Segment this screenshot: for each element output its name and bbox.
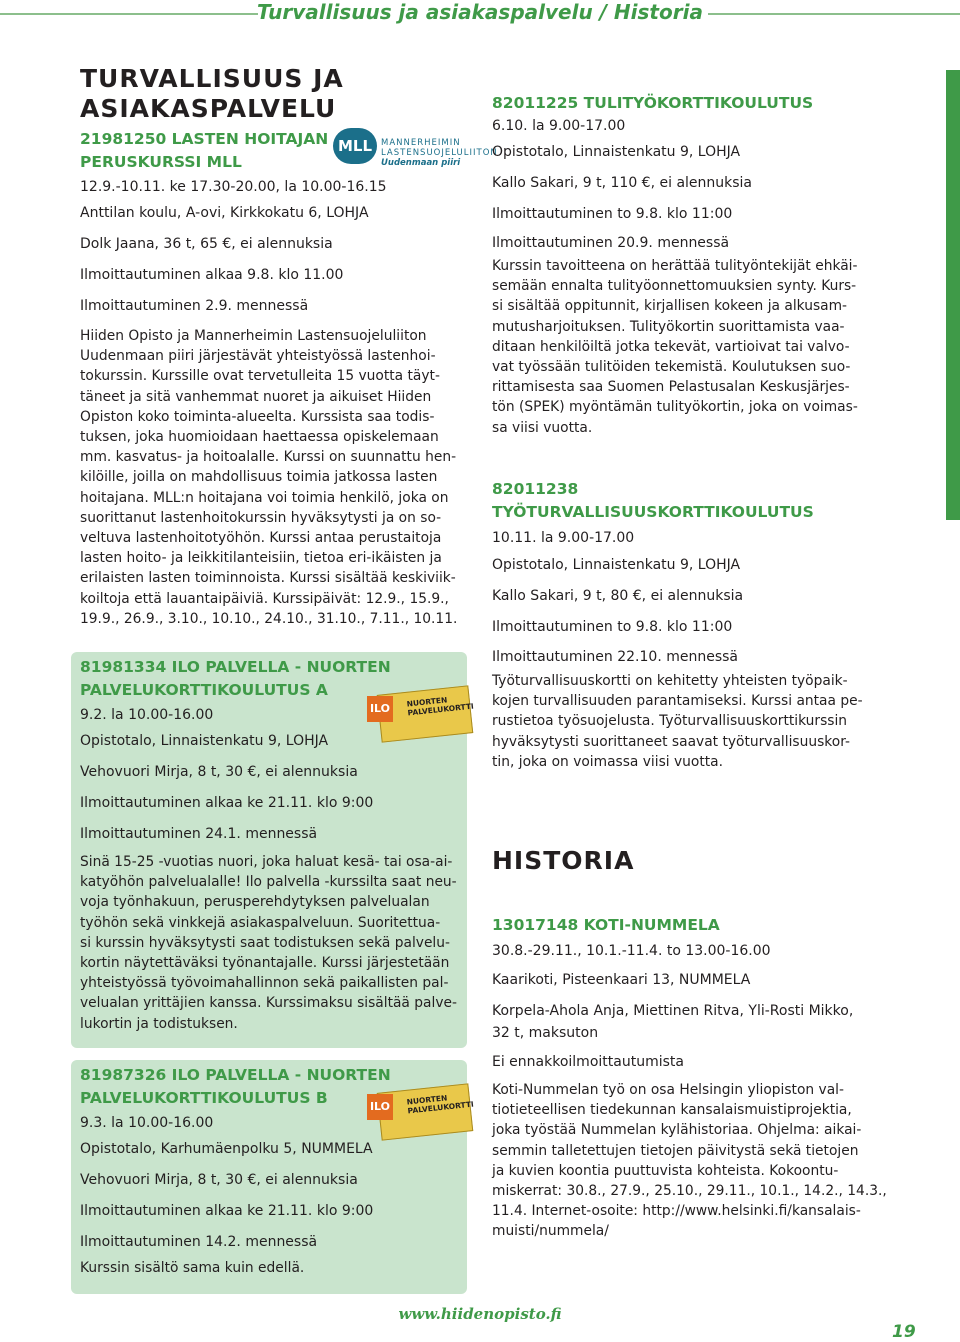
desc-line: voja työnhakuun, perusperehdytyksen palvelualan (80, 894, 430, 911)
desc-line: Työturvallisuuskortti on kehitetty yhteisten työpaik- (492, 673, 848, 689)
side-tab (946, 70, 960, 520)
course-box-ilo-palvella-b (71, 1060, 475, 1294)
course-registration-start: Ilmoittautuminen to 9.8. klo 11:00 (492, 619, 733, 635)
course-description (80, 852, 460, 1034)
desc-line: koiltoja että lauantaipäiviä. Kurssipäivät: 12.9., 15.9., (80, 590, 449, 607)
desc-line: hoitajana. MLL:n hoitajana voi toimia henkilö, joka on (80, 489, 449, 506)
mll-logo-text (381, 138, 498, 168)
course-registration-start: Ilmoittautuminen to 9.8. klo 11:00 (492, 206, 733, 222)
desc-line: tiotieteellisen tiedekunnan kansalaismuistiprojektia, (492, 1102, 852, 1119)
desc-line: semään ennalta tulityöonnettomuuksien synty. Kurs- (492, 278, 857, 295)
ilo-logo: ILO (367, 696, 393, 722)
course-title-line-1: 81987326 ILO PALVELLA - NUORTEN (80, 1066, 391, 1084)
mll-logo: MLL (333, 128, 377, 164)
desc-line: täneet ja sitä vanhemmat nuoret ja aikuiset Hiiden (80, 388, 432, 405)
course-registration-deadline: Ilmoittautuminen 22.10. mennessä (492, 649, 738, 665)
palvelukortti-card-image (367, 686, 475, 744)
course-date: 30.8.-29.11., 10.1.-11.4. to 13.00-16.00 (492, 943, 771, 959)
desc-line: erilaisten lasten toiminnoista. Kurssi sisältää keskiviik- (80, 570, 456, 587)
page-header-title: Turvallisuus ja asiakaspalvelu / Historia (257, 0, 703, 24)
course-location: Opistotalo, Linnaistenkatu 9, LOHJA (492, 144, 741, 160)
course-registration: Ei ennakkoilmoittautumista (492, 1054, 684, 1070)
course-box-ilo-palvella-a (71, 652, 475, 1048)
palvelukortti-card-image (367, 1084, 475, 1142)
course-teacher: Vehovuori Mirja, 8 t, 30 €, ei alennuksia (80, 764, 358, 780)
desc-line: rittamisesta saa Suomen Pelastusalan Keskusjärjes- (492, 379, 850, 396)
desc-line: yhteistyössä työvoimahallinnon sekä paikallisten pal- (80, 975, 449, 992)
desc-line: kortin näytettäväksi työnantajalle. Kurssi järjestetään (80, 955, 450, 972)
desc-line: Uudenmaan piiri järjestävät yhteistyössä lastenhoi- (80, 348, 436, 365)
course-teacher: Kallo Sakari, 9 t, 80 €, ei alennuksia (492, 588, 744, 604)
section-title-line-2: ASIAKASPALVELU (80, 94, 337, 123)
footer-website-link[interactable]: www.hiidenopisto.fi (398, 1305, 562, 1323)
mll-org-line-3: Uudenmaan piiri (381, 158, 461, 168)
desc-line: ja kuvien koontia puuttuvista kohteista. Kokoontu- (492, 1162, 839, 1179)
desc-line: hyväksytysti suorittaneet saavat työturvallisuuskor- (492, 733, 850, 750)
desc-line: tuksen, joka huomioidaan haettaessa opiskelemaan (80, 429, 439, 446)
course-registration-deadline: Ilmoittautuminen 14.2. mennessä (80, 1234, 318, 1250)
course-registration-start: Ilmoittautuminen alkaa ke 21.11. klo 9:00 (80, 1203, 374, 1219)
desc-line: mutusharjoituksen. Tulityökortin suorittamista vaa- (492, 318, 845, 335)
course-date: 9.3. la 10.00-16.00 (80, 1115, 214, 1131)
desc-line: joka työstää Nummelan kylähistoriaa. Ohjelma: aikai- (492, 1122, 862, 1139)
desc-line: kojen turvallisuuden parantamiseksi. Kurssi antaa pe- (492, 693, 863, 710)
desc-line: sa viisi vuotta. (492, 419, 593, 436)
course-tulityokortti (492, 92, 902, 438)
desc-line: si sisältää oppitunnit, kirjallisen kokeen ja alkusam- (492, 298, 848, 315)
course-title: 13017148 KOTI-NUMMELA (492, 916, 720, 934)
course-description: Kurssin sisältö sama kuin edellä. (80, 1260, 305, 1276)
page-number: 19 (892, 1322, 916, 1342)
course-title-line-2: TYÖTURVALLISUUSKORTTIKOULUTUS (492, 503, 814, 521)
course-description (492, 1080, 902, 1242)
course-title-line-2: PALVELUKORTTIKOULUTUS A (80, 681, 328, 699)
desc-line: työhön sekä vinkkejä asiakaspalveluun. Suoritettua- (80, 914, 441, 931)
desc-line: miskerrat: 30.8., 27.9., 25.10., 29.11., 10.1., 14.2., 14.3., (492, 1183, 887, 1200)
course-registration-deadline: Ilmoittautuminen 2.9. mennessä (80, 298, 309, 314)
desc-line: tön (SPEK) myöntämän tulityökortin, joka on voimas- (492, 399, 858, 416)
desc-line: veltuva lastenhoitotyöhön. Kurssi antaa perustaitoja (80, 530, 442, 547)
section-title-line-1: TURVALLISUUS JA (80, 64, 344, 93)
course-location: Anttilan koulu, A-ovi, Kirkkokatu 6, LOHJA (80, 205, 369, 221)
desc-line: Kurssin tavoitteena on herättää tulityöntekijät ehkäi- (492, 258, 858, 274)
desc-line: 11.4. Internet-osoite: http://www.helsinki.fi/kansalais- (492, 1203, 861, 1220)
course-title-line-2: PERUSKURSSI MLL (80, 153, 242, 171)
desc-line: velualan yrittäjien kanssa. Kurssimaksu sisältää palve- (80, 995, 457, 1012)
desc-line: kilöille, joilla on mahdollisuus toimia jatkossa lasten (80, 469, 438, 486)
course-title-line-2: PALVELUKORTTIKOULUTUS B (80, 1089, 328, 1107)
desc-line: lukortin ja todistuksen. (80, 1015, 238, 1032)
course-date: 10.11. la 9.00-17.00 (492, 530, 635, 546)
card-title: NUORTEN PALVELUKORTTI (406, 1093, 475, 1116)
course-date: 9.2. la 10.00-16.00 (80, 707, 214, 723)
course-title: 82011225 TULITYÖKORTTIKOULUTUS (492, 94, 814, 112)
course-teacher: Kallo Sakari, 9 t, 110 €, ei alennuksia (492, 175, 753, 191)
desc-line: Sinä 15-25 -vuotias nuori, joka haluat kesä- tai osa-ai- (80, 854, 453, 870)
desc-line: rustietoa työsuojelusta. Työturvallisuuskorttikurssin (492, 713, 848, 730)
desc-line: tin, joka on voimassa viisi vuotta. (492, 753, 723, 770)
desc-line: si kurssin hyväksytysti saat todistuksen sekä palvelu- (80, 934, 450, 951)
desc-line: ditaan henkilöiltä jotka tekevät, vartioivat tai valvo- (492, 338, 850, 355)
mll-org-line-1: MANNERHEIMIN (381, 138, 461, 148)
course-title-line-1: 81981334 ILO PALVELLA - NUORTEN (80, 658, 391, 676)
mll-org-line-2: LASTENSUOJELULIITON (381, 148, 498, 158)
course-registration-start: Ilmoittautuminen alkaa ke 21.11. klo 9:00 (80, 795, 374, 811)
course-location: Opistotalo, Karhumäenpolku 5, NUMMELA (80, 1141, 373, 1157)
desc-line: Koti-Nummelan työ on osa Helsingin yliopiston val- (492, 1082, 844, 1098)
section-title-historia: HISTORIA (492, 846, 635, 875)
desc-line: 19.9., 26.9., 3.10., 10.10., 24.10., 31.10., 7.11., 10.11. (80, 610, 458, 627)
desc-line: mm. kasvatus- ja hoitoalalle. Kurssi on suunnattu hen- (80, 449, 457, 466)
course-registration-start: Ilmoittautuminen alkaa 9.8. klo 11.00 (80, 267, 344, 283)
course-lasten-hoitaja (80, 128, 470, 629)
course-registration-deadline: Ilmoittautuminen 24.1. mennessä (80, 826, 318, 842)
course-registration-deadline: Ilmoittautuminen 20.9. mennessä (492, 235, 730, 251)
course-teacher: Dolk Jaana, 36 t, 65 €, ei alennuksia (80, 236, 333, 252)
course-description (80, 326, 470, 629)
desc-line: tokurssin. Kurssille ovat tervetulleita 15 vuotta täyt- (80, 368, 440, 385)
course-tyoturvallisuuskortti (492, 478, 902, 772)
desc-line: semmin talletettujen tietojen päivitystä sekä tietojen (492, 1142, 859, 1159)
desc-line: katyöhön palvelualalle! Ilo palvella -kurssilta saat neu- (80, 874, 457, 891)
course-teacher: Vehovuori Mirja, 8 t, 30 €, ei alennuksia (80, 1172, 358, 1188)
left-section-heading (80, 64, 344, 124)
course-description (492, 256, 902, 438)
course-koti-nummela (492, 914, 902, 1242)
course-title-line-1: 82011238 (492, 480, 579, 498)
ilo-logo: ILO (367, 1094, 393, 1120)
desc-line: muisti/nummela/ (492, 1223, 609, 1240)
desc-line: vat työssään tulitöiden tekemistä. Koulutuksen suo- (492, 359, 851, 376)
desc-line: Hiiden Opisto ja Mannerheimin Lastensuojeluliiton (80, 328, 427, 344)
desc-line: Opiston koko toiminta-alueelta. Kurssista saa todis- (80, 408, 435, 425)
course-location: Kaarikoti, Pisteenkaari 13, NUMMELA (492, 972, 751, 988)
card-title: NUORTEN PALVELUKORTTI (406, 695, 475, 718)
course-teacher-line-1: Korpela-Ahola Anja, Miettinen Ritva, Yli-Rosti Mikko, (492, 1003, 854, 1019)
desc-line: lasten hoito- ja leikkitilanteisiin, tietoa eri-ikäisten ja (80, 550, 442, 567)
desc-line: suorittanut lastenhoitokurssin hyväksytysti ja on so- (80, 509, 442, 526)
course-date: 12.9.-10.11. ke 17.30-20.00, la 10.00-16.15 (80, 179, 387, 195)
course-date: 6.10. la 9.00-17.00 (492, 118, 626, 134)
course-location: Opistotalo, Linnaistenkatu 9, LOHJA (492, 557, 741, 573)
course-description (492, 671, 902, 772)
course-teacher-line-2: 32 t, maksuton (492, 1025, 599, 1041)
course-title-line-1: 21981250 LASTEN HOITAJAN (80, 130, 329, 148)
course-location: Opistotalo, Linnaistenkatu 9, LOHJA (80, 733, 329, 749)
